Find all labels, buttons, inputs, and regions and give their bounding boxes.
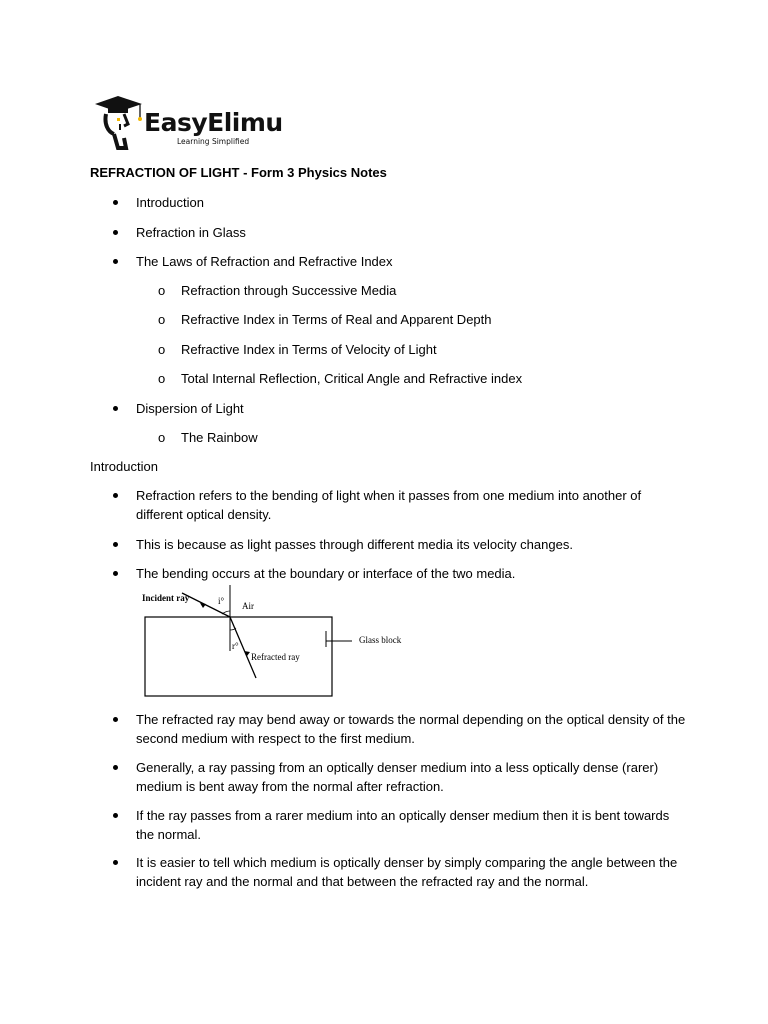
bullet-icon [113, 717, 118, 722]
sub-bullet-icon: o [158, 283, 166, 298]
air-label: Air [242, 601, 254, 611]
bullet-icon [113, 765, 118, 770]
paragraph-line: different optical density. [136, 507, 272, 522]
toc-item-refraction-glass: Refraction in Glass [136, 225, 246, 240]
paragraph-line: The refracted ray may bend away or towards the normal depending on the optical density of the [136, 712, 686, 727]
sub-bullet-icon: o [158, 342, 166, 357]
toc-item-introduction: Introduction [136, 195, 204, 210]
paragraph-line: It is easier to tell which medium is optically denser by simply comparing the angle between the [136, 855, 678, 870]
glass-block-label: Glass block [359, 635, 402, 645]
sub-bullet-icon: o [158, 312, 166, 327]
bullet-icon [113, 406, 118, 411]
paragraph-line: Refraction refers to the bending of light when it passes from one medium into another of [136, 488, 642, 503]
angle-r-label: r° [232, 641, 239, 651]
document-title: REFRACTION OF LIGHT - Form 3 Physics Notes [90, 165, 387, 180]
paragraph-line: The bending occurs at the boundary or interface of the two media. [136, 566, 516, 581]
glass-block-shape [145, 617, 332, 696]
paragraph-line: Generally, a ray passing from an optically denser medium into a less optically dense (rarer) [136, 760, 659, 775]
angle-i-label: i° [218, 596, 225, 606]
toc-subitem-total-internal-reflection: Total Internal Reflection, Critical Angle and Refractive index [181, 371, 523, 386]
paragraph-line: This is because as light passes through different media its velocity changes. [136, 537, 573, 552]
paragraph-line: incident ray and the normal and that between the refracted ray and the normal. [136, 874, 589, 889]
toc-subitem-successive-media: Refraction through Successive Media [181, 283, 397, 298]
refracted-ray-label: Refracted ray [251, 652, 300, 662]
paragraph-line: medium is bent away from the normal after refraction. [136, 779, 444, 794]
sub-bullet-icon: o [158, 430, 166, 445]
bullet-icon [113, 542, 118, 547]
toc-subitem-rainbow: The Rainbow [181, 430, 258, 445]
bullet-icon [113, 200, 118, 205]
bullet-icon [113, 860, 118, 865]
paragraph-line: the normal. [136, 827, 202, 842]
sub-bullet-icon: o [158, 371, 166, 386]
graduate-cap-icon [94, 94, 144, 154]
toc-item-dispersion: Dispersion of Light [136, 401, 244, 416]
bullet-icon [113, 571, 118, 576]
logo-tagline: Learning Simplified [177, 137, 250, 146]
toc-subitem-real-apparent-depth: Refractive Index in Terms of Real and Apparent Depth [181, 312, 492, 327]
paragraph-line: If the ray passes from a rarer medium into an optically denser medium then it is bent towards [136, 808, 670, 823]
logo-name: EasyElimu [144, 108, 283, 137]
toc-subitem-velocity: Refractive Index in Terms of Velocity of Light [181, 342, 437, 357]
section-heading-introduction: Introduction [90, 459, 158, 474]
paragraph-line: second medium with respect to the first medium. [136, 731, 415, 746]
incident-ray-label: Incident ray [142, 593, 190, 603]
bullet-icon [113, 493, 118, 498]
incident-ray-arrow [200, 603, 206, 608]
bullet-icon [113, 259, 118, 264]
toc-item-laws: The Laws of Refraction and Refractive Index [136, 254, 393, 269]
easyelimu-logo [94, 94, 284, 154]
refraction-diagram [138, 585, 418, 703]
bullet-icon [113, 813, 118, 818]
bullet-icon [113, 230, 118, 235]
